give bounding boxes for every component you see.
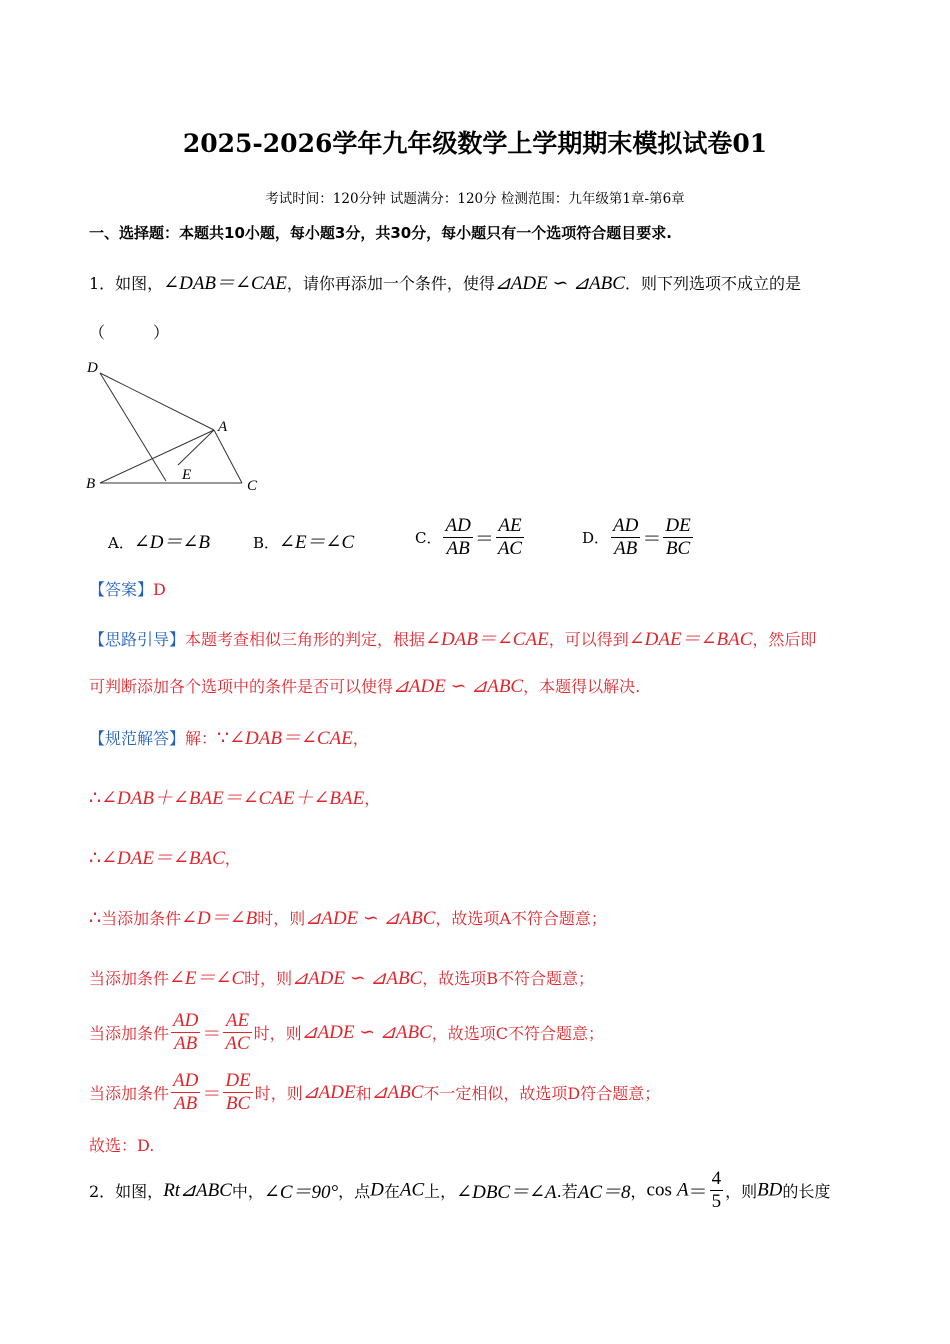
guide-line-1: 【思路引导】本题考查相似三角形的判定，根据∠DAB＝∠CAE，可以得到∠DAE＝∠BAC，然后即	[89, 629, 817, 650]
segment-AC	[214, 430, 242, 483]
solution-line-1: 【规范解答】解：∵∠DAB＝∠CAE，	[89, 728, 369, 749]
segment-BA	[100, 430, 214, 483]
label-C: C	[247, 478, 258, 494]
label-B: B	[86, 476, 96, 492]
question-1-answer-paren: （ ）	[89, 323, 170, 342]
label-D: D	[87, 360, 98, 376]
segment-AE	[178, 430, 214, 465]
option-b: B．∠E＝∠C	[253, 532, 355, 553]
option-a: A．∠D＝∠B	[108, 532, 211, 553]
answer-line: 【答案】D	[89, 580, 166, 599]
solution-line-6: 当添加条件 $\frac{AD}{AB}$ ＝ $\frac{AE}{AC}$ 时，则⊿ADE ∽ ⊿ABC，故选项C不符合题意；	[89, 1010, 604, 1054]
solution-line-5: 当添加条件∠E＝∠C时，则⊿ADE ∽ ⊿ABC，故选项B不符合题意；	[89, 968, 594, 989]
option-d: D． $\frac{AD}{AB}$ ＝ $\frac{DE}{BC}$	[582, 515, 691, 559]
question-2-stem: 2．如图，Rt⊿ABC中，∠C＝90°，点D在AC上，∠DBC＝∠A.若AC＝8，cos A＝ $\frac{4}{5}$ ，则BD的长度	[89, 1168, 831, 1212]
solution-line-7: 当添加条件 $\frac{AD}{AB}$ ＝ $\frac{DE}{BC}$ 时，则⊿ADE和⊿ABC不一定相似，故选项D符合题意；	[89, 1070, 661, 1114]
solution-line-3: ∴∠DAE＝∠BAC，	[89, 848, 241, 869]
question-1-figure	[80, 355, 270, 500]
solution-final: 故选：D.	[89, 1136, 155, 1155]
option-c: C． $\frac{AD}{AB}$ ＝ $\frac{AE}{AC}$	[415, 515, 523, 559]
solution-line-2: ∴∠DAB＋∠BAE＝∠CAE＋∠BAE，	[89, 788, 381, 809]
section-heading: 一、选择题：本题共10小题，每小题3分，共30分，每小题只有一个选项符合题目要求.	[89, 224, 672, 242]
page-title: 2025-2026学年九年级数学上学期期末模拟试卷01	[182, 129, 768, 158]
label-A: A	[218, 419, 228, 435]
exam-info: 考试时间：120分钟 试题满分：120分 检测范围：九年级第1章-第6章	[265, 191, 685, 207]
guide-line-2: 可判断添加各个选项中的条件是否可以使得⊿ADE ∽ ⊿ABC，本题得以解决.	[89, 676, 641, 697]
solution-line-4: ∴当添加条件∠D＝∠B时，则⊿ADE ∽ ⊿ABC，故选项A不符合题意；	[89, 908, 607, 929]
label-E: E	[182, 467, 192, 483]
question-1-stem: 1．如图，∠DAB＝∠CAE，请你再添加一个条件，使得⊿ADE ∽ ⊿ABC．则下列选项不成立的是	[89, 273, 801, 294]
